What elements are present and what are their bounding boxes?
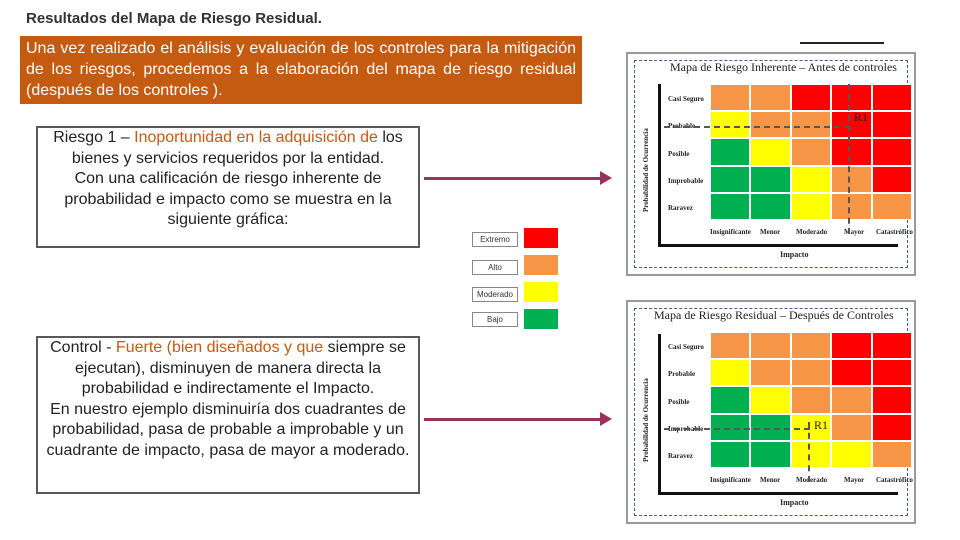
residual-cell — [791, 332, 831, 359]
legend-label-moderado: Moderado — [472, 287, 518, 302]
inherent-col-label: Insignificante — [710, 228, 751, 236]
risk-highlight: Inoportunidad en la adquisición de — [134, 129, 378, 146]
control-description-box — [36, 336, 420, 494]
inherent-row-label: Probable — [668, 122, 696, 130]
residual-col-label: Moderado — [796, 476, 828, 484]
residual-cell — [872, 414, 912, 441]
residual-row-label: Posible — [668, 398, 690, 406]
intro-text-box: Una vez realizado el análisis y evaluación de los controles para la mitigación de los riesgos, procedemos a la elaboración del mapa de riesgo residual (después de los controles ). — [20, 36, 582, 104]
inherent-cell — [750, 193, 790, 220]
control-lead: Control - — [50, 339, 116, 356]
inherent-col-label: Moderado — [796, 228, 828, 236]
inherent-y-axis-label: Probabilidad de Ocurrencia — [642, 128, 650, 212]
inherent-cell — [750, 138, 790, 165]
inherent-cell — [710, 138, 750, 165]
residual-col-label: Mayor — [844, 476, 865, 484]
legend-label-extremo: Extremo — [472, 232, 518, 247]
inherent-cell — [791, 166, 831, 193]
arrow-to-inherent-map — [424, 177, 602, 180]
inherent-grid — [710, 84, 912, 220]
residual-risk-marker: R1 — [814, 418, 829, 432]
residual-col-label: Menor — [760, 476, 781, 484]
inherent-cell — [710, 84, 750, 111]
legend-swatch-moderado — [524, 282, 558, 302]
inherent-map-title: Mapa de Riesgo Inherente – Antes de controles — [670, 60, 897, 74]
residual-cell — [791, 359, 831, 386]
residual-cell — [791, 441, 831, 468]
inherent-cell — [791, 138, 831, 165]
control-highlight: Fuerte (bien diseñados y que — [115, 339, 324, 356]
inherent-cell — [791, 84, 831, 111]
risk-rest: los bienes y servicios requeridos por la entidad. — [71, 129, 403, 167]
residual-risk-map — [626, 300, 916, 524]
inherent-cell — [831, 193, 871, 220]
residual-cell — [831, 441, 871, 468]
residual-cell — [831, 386, 871, 413]
risk-lead: Riesgo 1 – — [53, 129, 135, 146]
residual-cell — [872, 332, 912, 359]
inherent-cell — [872, 84, 912, 111]
arrow-to-residual-map — [424, 418, 602, 421]
inherent-row-label: Casi Seguro — [668, 95, 704, 103]
residual-cell — [750, 359, 790, 386]
inherent-row-label: Raravez — [668, 204, 693, 212]
inherent-cell — [750, 111, 790, 138]
inherent-cell — [750, 84, 790, 111]
residual-cell — [750, 332, 790, 359]
residual-row-label: Casi Seguro — [668, 343, 704, 351]
inherent-cell — [831, 138, 871, 165]
residual-row-label: Improbable — [668, 425, 704, 433]
risk-paragraph-2: Con una calificación de riesgo inherente de probabilidad e impacto como se muestra en la siguiente gráfica: — [64, 170, 392, 228]
inherent-x-axis-label: Impacto — [780, 250, 809, 259]
legend-label-alto: Alto — [472, 260, 518, 275]
inherent-col-label: Mayor — [844, 228, 865, 236]
residual-cell — [872, 441, 912, 468]
residual-cell — [750, 386, 790, 413]
inherent-risk-marker: R1 — [854, 110, 869, 124]
inherent-cell — [831, 166, 871, 193]
inherent-cell — [791, 111, 831, 138]
risk-description-box — [36, 126, 420, 248]
residual-row-label: Probable — [668, 370, 696, 378]
inherent-cell — [710, 193, 750, 220]
residual-cell — [872, 359, 912, 386]
inherent-row-label: Posible — [668, 150, 690, 158]
inherent-col-label: Menor — [760, 228, 781, 236]
inherent-cell — [872, 166, 912, 193]
residual-cell — [710, 332, 750, 359]
residual-grid — [710, 332, 912, 468]
legend-label-bajo: Bajo — [472, 312, 518, 327]
residual-cell — [750, 441, 790, 468]
inherent-cell — [872, 111, 912, 138]
residual-x-axis-label: Impacto — [780, 498, 809, 507]
residual-cell — [710, 359, 750, 386]
residual-cell — [831, 414, 871, 441]
legend-swatch-alto — [524, 255, 558, 275]
legend-swatch-extremo — [524, 228, 558, 248]
residual-row-label: Raravez — [668, 452, 693, 460]
inherent-cell — [710, 166, 750, 193]
legend-swatch-bajo — [524, 309, 558, 329]
residual-y-axis-label: Probabilidad de Ocurrencia — [642, 378, 650, 462]
inherent-cell — [872, 193, 912, 220]
inherent-cell — [831, 84, 871, 111]
residual-col-label: Insignificante — [710, 476, 751, 484]
residual-cell — [831, 359, 871, 386]
residual-cell — [791, 386, 831, 413]
residual-cell — [710, 386, 750, 413]
inherent-risk-map — [626, 52, 916, 276]
residual-cell — [831, 332, 871, 359]
residual-cell — [710, 441, 750, 468]
inherent-cell — [791, 193, 831, 220]
inherent-col-label: Catastrófico — [876, 228, 913, 236]
residual-map-title: Mapa de Riesgo Residual – Después de Controles — [654, 308, 894, 322]
residual-col-label: Catastrófico — [876, 476, 913, 484]
slide-title: Resultados del Mapa de Riesgo Residual. — [26, 10, 322, 27]
inherent-row-label: Improbable — [668, 177, 704, 185]
legend-labels — [472, 228, 518, 328]
control-rest: siempre se ejecutan), disminuyen de manera directa la probabilidad e indirectamente el Impacto. — [75, 339, 406, 397]
residual-cell — [872, 386, 912, 413]
legend-swatches — [524, 228, 560, 332]
control-paragraph-2: En nuestro ejemplo disminuiría dos cuadrantes de probabilidad, pasa de probable a improbable y un cuadrante de impacto, pasa de mayor a moderado. — [46, 400, 410, 459]
inherent-cell — [872, 138, 912, 165]
inherent-cell — [710, 111, 750, 138]
inherent-cell — [750, 166, 790, 193]
decorative-line — [800, 42, 884, 44]
